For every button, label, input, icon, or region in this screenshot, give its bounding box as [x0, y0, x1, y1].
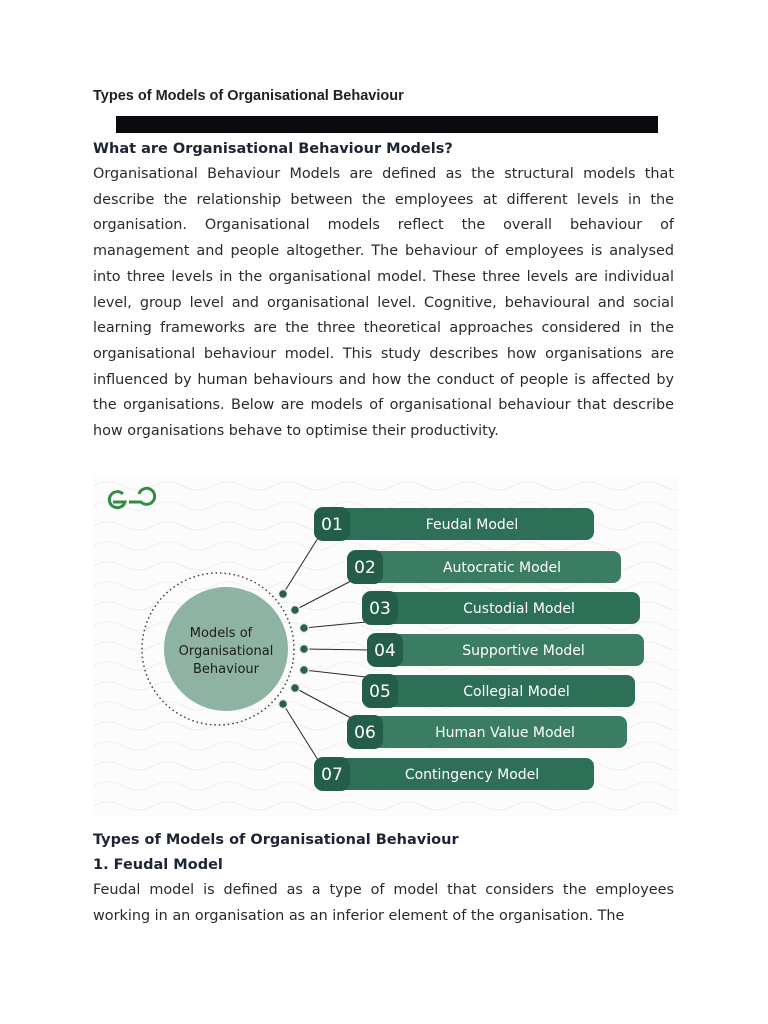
model-label: Collegial Model — [463, 684, 570, 700]
models-diagram — [93, 476, 678, 816]
model-number: 06 — [354, 723, 376, 743]
model-number: 04 — [374, 641, 396, 661]
model-label: Autocratic Model — [442, 560, 562, 576]
model-label: Human Value Model — [435, 725, 575, 741]
center-label-line-1: Models of — [189, 626, 253, 641]
types-heading: Types of Models of Organisational Behaviour — [93, 832, 459, 848]
model-number: 01 — [321, 515, 343, 535]
connector-dot — [279, 590, 288, 599]
feudal-model-heading: 1. Feudal Model — [93, 857, 223, 873]
model-number: 03 — [369, 599, 391, 619]
model-label: Contingency Model — [404, 767, 540, 783]
model-number: 05 — [369, 682, 391, 702]
model-label: Custodial Model — [463, 601, 575, 617]
model-number: 02 — [354, 558, 376, 578]
redaction-bar — [116, 116, 658, 133]
connector-dot — [279, 700, 288, 709]
feudal-model-paragraph: Feudal model is defined as a type of model that considers the employees working in an organisation as an inferior element of the organisation. The — [93, 882, 674, 924]
document-title: Types of Models of Organisational Behaviour — [93, 88, 404, 104]
connector-dot — [300, 666, 309, 675]
intro-paragraph: Organisational Behaviour Models are defined as the structural models that describe the relationship between the employees at different levels in the organisation. Organisational models reflect the overall behaviour of management and people altogether. The behaviour of employees is analysed into three levels in the organisational model. These three levels are individual level, group level and organisational level. Cognitive, behavioural and social learning frameworks are the three theoretical approaches considered in the organisational behaviour model. This study describes how organisations are influenced by human behaviours and how the conduct of people is affected by the organisations. Below are models of organisational behaviour that describe how organisations behave to optimise their productivity. — [93, 166, 674, 440]
center-label-line-2: Organisational — [178, 644, 274, 659]
connector-dot — [291, 606, 300, 615]
connector-dot — [300, 645, 309, 654]
connector-dot — [300, 624, 309, 633]
section-heading: What are Organisational Behaviour Models? — [93, 141, 453, 157]
connector-dot — [291, 684, 300, 693]
model-label: Supportive Model — [462, 643, 585, 659]
models-diagram-svg — [93, 476, 678, 816]
model-number: 07 — [321, 765, 343, 785]
center-label-line-3: Behaviour — [193, 662, 259, 677]
model-label: Feudal Model — [425, 517, 519, 533]
